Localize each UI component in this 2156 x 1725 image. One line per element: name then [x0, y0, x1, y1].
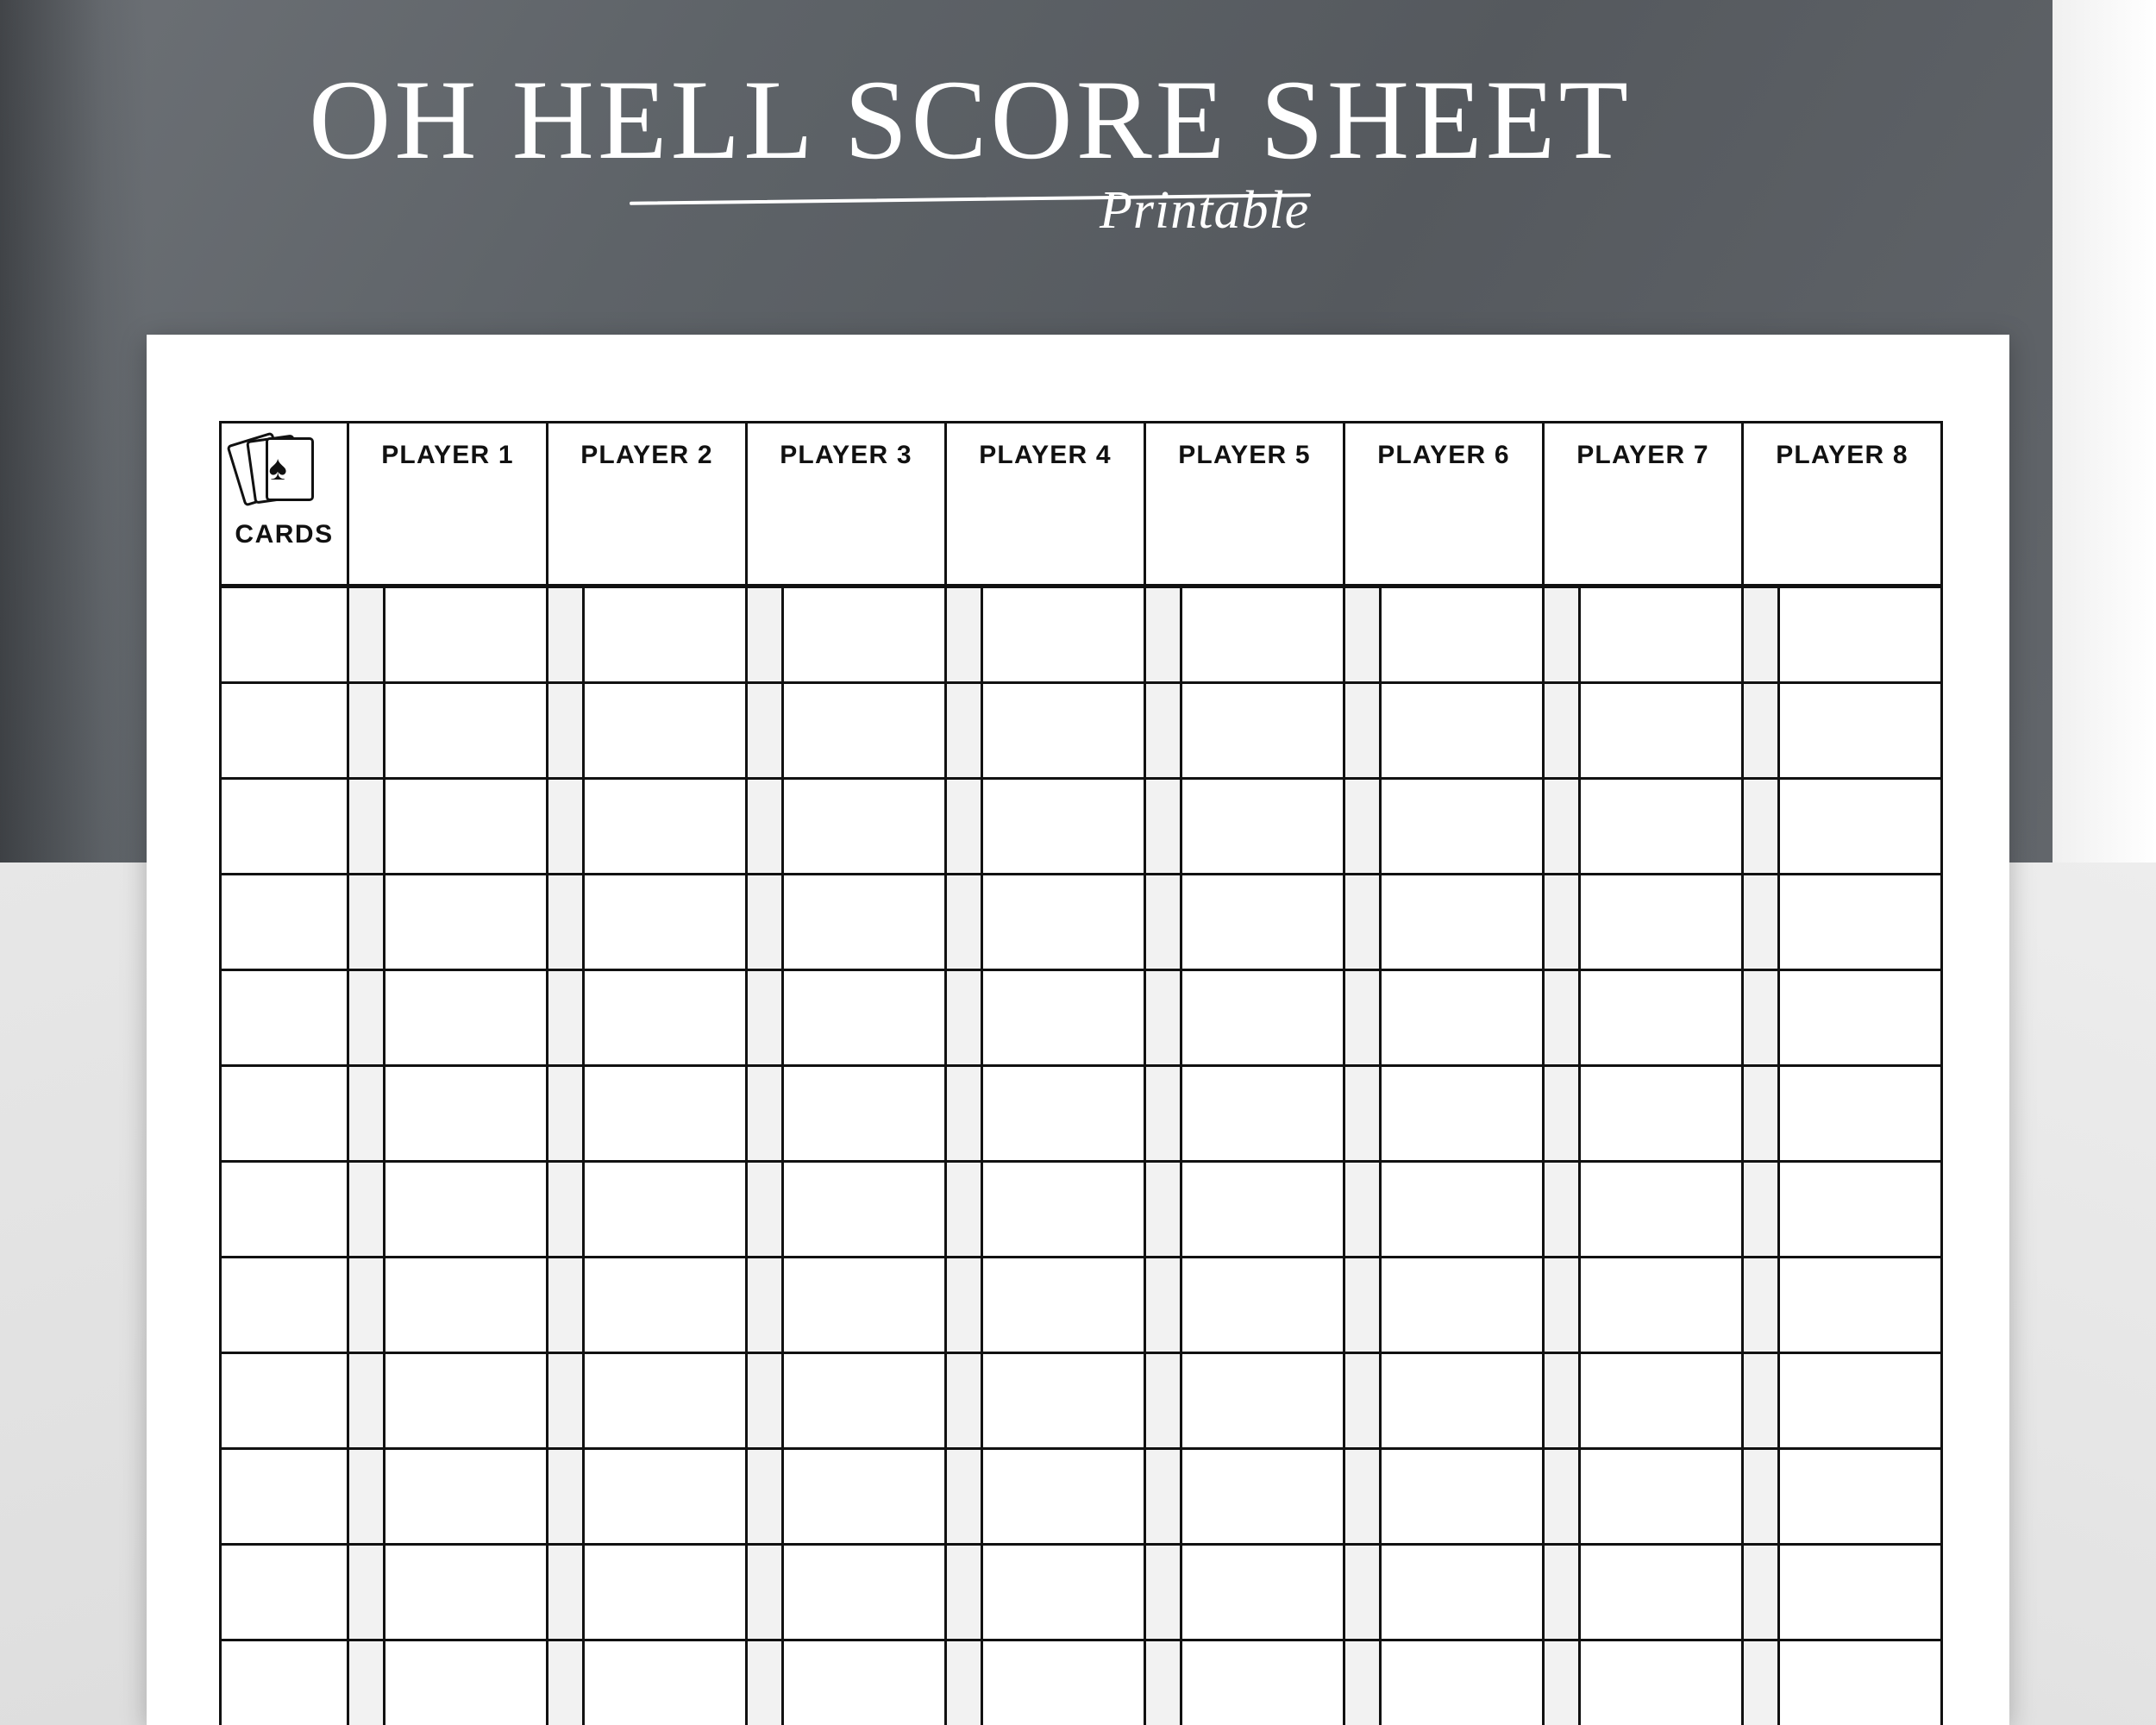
score-cell-p3[interactable]: [783, 1258, 946, 1353]
table-row: [221, 875, 1942, 970]
score-cell-p8[interactable]: [1779, 586, 1942, 683]
bid-cell-p8[interactable]: [1743, 1545, 1779, 1640]
score-cell-p3[interactable]: [783, 586, 946, 683]
bid-cell-p5[interactable]: [1145, 586, 1181, 683]
score-cell-p4[interactable]: [982, 970, 1145, 1066]
player-header-cell-1: [348, 423, 548, 586]
score-cell-p4[interactable]: [982, 1258, 1145, 1353]
bid-cell-p1[interactable]: [348, 683, 385, 779]
bid-cell-p6[interactable]: [1344, 1449, 1381, 1545]
player-header-cell-6: [1344, 423, 1544, 586]
bid-cell-p8[interactable]: [1743, 586, 1779, 683]
player-header-label: PLAYER 1: [381, 441, 514, 469]
score-cell-p1[interactable]: [385, 875, 548, 970]
score-cell-p5[interactable]: [1181, 1066, 1344, 1162]
score-cell-p5[interactable]: [1181, 875, 1344, 970]
bid-cell-p7[interactable]: [1544, 1066, 1580, 1162]
bid-cell-p5[interactable]: [1145, 1353, 1181, 1449]
bid-cell-p8[interactable]: [1743, 683, 1779, 779]
score-cell-p5[interactable]: [1181, 779, 1344, 875]
bid-cell-p5[interactable]: [1145, 1258, 1181, 1353]
bid-cell-p7[interactable]: [1544, 683, 1580, 779]
cards-cell[interactable]: [221, 1258, 348, 1353]
bid-cell-p6[interactable]: [1344, 970, 1381, 1066]
bid-cell-p3[interactable]: [747, 1353, 783, 1449]
cards-cell[interactable]: [221, 586, 348, 683]
score-cell-p8[interactable]: [1779, 1066, 1942, 1162]
title-underline-wrap: [0, 180, 1940, 240]
score-cell-p6[interactable]: [1381, 1258, 1544, 1353]
bid-cell-p4[interactable]: [946, 779, 982, 875]
bid-cell-p4[interactable]: [946, 1162, 982, 1258]
bid-cell-p4[interactable]: [946, 1353, 982, 1449]
bid-cell-p6[interactable]: [1344, 1640, 1381, 1725]
playing-cards-icon: [222, 437, 347, 505]
score-cell-p1[interactable]: [385, 1066, 548, 1162]
bid-cell-p2[interactable]: [548, 1162, 584, 1258]
player-header-cell-5: [1145, 423, 1344, 586]
score-cell-p2[interactable]: [584, 970, 747, 1066]
score-cell-p1[interactable]: [385, 1162, 548, 1258]
score-cell-p7[interactable]: [1580, 1258, 1743, 1353]
score-cell-p2[interactable]: [584, 875, 747, 970]
table-row: [221, 1066, 1942, 1162]
score-cell-p8[interactable]: [1779, 683, 1942, 779]
score-cell-p5[interactable]: [1181, 1353, 1344, 1449]
table-row: [221, 1162, 1942, 1258]
bid-cell-p6[interactable]: [1344, 586, 1381, 683]
bid-cell-p6[interactable]: [1344, 875, 1381, 970]
cards-cell[interactable]: [221, 683, 348, 779]
score-cell-p5[interactable]: [1181, 1258, 1344, 1353]
player-header-label: PLAYER 7: [1576, 441, 1709, 469]
bid-cell-p3[interactable]: [747, 1162, 783, 1258]
poster-title: OH HELL SCORE SHEET: [308, 56, 1633, 183]
score-cell-p3[interactable]: [783, 1066, 946, 1162]
score-cell-p1[interactable]: [385, 779, 548, 875]
score-sheet-page: [147, 335, 2009, 1725]
bid-cell-p4[interactable]: [946, 1258, 982, 1353]
player-header-label: PLAYER 5: [1178, 441, 1311, 469]
cards-cell[interactable]: [221, 970, 348, 1066]
score-cell-p2[interactable]: [584, 779, 747, 875]
bid-cell-p5[interactable]: [1145, 683, 1181, 779]
score-cell-p8[interactable]: [1779, 970, 1942, 1066]
bid-cell-p7[interactable]: [1544, 779, 1580, 875]
bid-cell-p6[interactable]: [1344, 683, 1381, 779]
bid-cell-p2[interactable]: [548, 875, 584, 970]
score-cell-p3[interactable]: [783, 970, 946, 1066]
bid-cell-p7[interactable]: [1544, 1353, 1580, 1449]
bid-cell-p7[interactable]: [1544, 1449, 1580, 1545]
cards-cell[interactable]: [221, 875, 348, 970]
score-cell-p2[interactable]: [584, 1449, 747, 1545]
score-cell-p8[interactable]: [1779, 1640, 1942, 1725]
bid-cell-p7[interactable]: [1544, 1640, 1580, 1725]
bid-cell-p6[interactable]: [1344, 779, 1381, 875]
score-cell-p3[interactable]: [783, 1162, 946, 1258]
score-cell-p1[interactable]: [385, 1449, 548, 1545]
bid-cell-p4[interactable]: [946, 1640, 982, 1725]
table-row: [221, 1449, 1942, 1545]
bid-cell-p1[interactable]: [348, 779, 385, 875]
score-cell-p7[interactable]: [1580, 970, 1743, 1066]
score-cell-p6[interactable]: [1381, 970, 1544, 1066]
score-cell-p7[interactable]: [1580, 1162, 1743, 1258]
score-cell-p8[interactable]: [1779, 1353, 1942, 1449]
cards-cell[interactable]: [221, 1353, 348, 1449]
bid-cell-p8[interactable]: [1743, 1066, 1779, 1162]
score-cell-p2[interactable]: [584, 1258, 747, 1353]
poster-subtitle: Printable: [1100, 180, 1310, 240]
bid-cell-p5[interactable]: [1145, 1640, 1181, 1725]
table-row: [221, 1258, 1942, 1353]
score-cell-p8[interactable]: [1779, 1162, 1942, 1258]
score-cell-p5[interactable]: [1181, 586, 1344, 683]
cards-cell[interactable]: [221, 1066, 348, 1162]
cards-cell[interactable]: [221, 1640, 348, 1725]
bid-cell-p8[interactable]: [1743, 875, 1779, 970]
bid-cell-p3[interactable]: [747, 1258, 783, 1353]
score-cell-p7[interactable]: [1580, 779, 1743, 875]
score-cell-p3[interactable]: [783, 779, 946, 875]
score-cell-p4[interactable]: [982, 1640, 1145, 1725]
bid-cell-p5[interactable]: [1145, 779, 1181, 875]
bid-cell-p1[interactable]: [348, 1640, 385, 1725]
bid-cell-p5[interactable]: [1145, 970, 1181, 1066]
score-cell-p6[interactable]: [1381, 586, 1544, 683]
score-cell-p3[interactable]: [783, 1449, 946, 1545]
score-cell-p6[interactable]: [1381, 1545, 1544, 1640]
score-cell-p8[interactable]: [1779, 779, 1942, 875]
score-cell-p6[interactable]: [1381, 1353, 1544, 1449]
bid-cell-p5[interactable]: [1145, 1545, 1181, 1640]
bid-cell-p7[interactable]: [1544, 1162, 1580, 1258]
bid-cell-p3[interactable]: [747, 970, 783, 1066]
bid-cell-p2[interactable]: [548, 970, 584, 1066]
score-cell-p1[interactable]: [385, 970, 548, 1066]
bid-cell-p8[interactable]: [1743, 970, 1779, 1066]
score-cell-p4[interactable]: [982, 586, 1145, 683]
score-cell-p2[interactable]: [584, 1066, 747, 1162]
bid-cell-p4[interactable]: [946, 1066, 982, 1162]
bid-cell-p7[interactable]: [1544, 1545, 1580, 1640]
bid-cell-p1[interactable]: [348, 1162, 385, 1258]
score-cell-p4[interactable]: [982, 779, 1145, 875]
score-cell-p5[interactable]: [1181, 1449, 1344, 1545]
cards-cell[interactable]: [221, 1545, 348, 1640]
bid-cell-p3[interactable]: [747, 779, 783, 875]
score-cell-p6[interactable]: [1381, 1449, 1544, 1545]
table-row: [221, 1545, 1942, 1640]
score-cell-p6[interactable]: [1381, 1066, 1544, 1162]
bid-cell-p5[interactable]: [1145, 875, 1181, 970]
bid-cell-p2[interactable]: [548, 1353, 584, 1449]
bid-cell-p4[interactable]: [946, 875, 982, 970]
bid-cell-p3[interactable]: [747, 1066, 783, 1162]
bid-cell-p1[interactable]: [348, 970, 385, 1066]
score-cell-p7[interactable]: [1580, 1640, 1743, 1725]
bid-cell-p2[interactable]: [548, 1640, 584, 1725]
player-header-cell-2: [548, 423, 747, 586]
score-cell-p6[interactable]: [1381, 683, 1544, 779]
score-cell-p6[interactable]: [1381, 1640, 1544, 1725]
cards-cell[interactable]: [221, 1449, 348, 1545]
table-row: [221, 683, 1942, 779]
score-cell-p7[interactable]: [1580, 1353, 1743, 1449]
score-cell-p3[interactable]: [783, 1640, 946, 1725]
player-header-cell-4: [946, 423, 1145, 586]
bid-cell-p6[interactable]: [1344, 1258, 1381, 1353]
bid-cell-p2[interactable]: [548, 1066, 584, 1162]
score-table-wrap: [219, 421, 1940, 1725]
table-header-row: [221, 423, 1942, 586]
bid-cell-p3[interactable]: [747, 683, 783, 779]
score-cell-p7[interactable]: [1580, 875, 1743, 970]
table-row: [221, 779, 1942, 875]
bid-cell-p8[interactable]: [1743, 779, 1779, 875]
bid-cell-p1[interactable]: [348, 1066, 385, 1162]
player-header-label: PLAYER 3: [780, 441, 912, 469]
score-cell-p8[interactable]: [1779, 1545, 1942, 1640]
bid-cell-p8[interactable]: [1743, 1353, 1779, 1449]
score-cell-p3[interactable]: [783, 875, 946, 970]
cards-header-cell: [221, 423, 348, 586]
score-cell-p6[interactable]: [1381, 779, 1544, 875]
player-header-label: PLAYER 8: [1776, 441, 1908, 469]
bid-cell-p6[interactable]: [1344, 1066, 1381, 1162]
score-cell-p4[interactable]: [982, 1162, 1145, 1258]
score-cell-p4[interactable]: [982, 875, 1145, 970]
player-header-label: PLAYER 4: [979, 441, 1112, 469]
score-cell-p3[interactable]: [783, 683, 946, 779]
score-cell-p4[interactable]: [982, 1449, 1145, 1545]
score-cell-p4[interactable]: [982, 1353, 1145, 1449]
score-cell-p7[interactable]: [1580, 1545, 1743, 1640]
bid-cell-p2[interactable]: [548, 586, 584, 683]
score-cell-p1[interactable]: [385, 1353, 548, 1449]
background-bottom-left: [0, 862, 147, 1725]
score-cell-p7[interactable]: [1580, 1066, 1743, 1162]
bid-cell-p8[interactable]: [1743, 1162, 1779, 1258]
score-cell-p8[interactable]: [1779, 1258, 1942, 1353]
bid-cell-p7[interactable]: [1544, 970, 1580, 1066]
table-row: [221, 1640, 1942, 1725]
player-header-label: PLAYER 6: [1377, 441, 1510, 469]
score-cell-p8[interactable]: [1779, 1449, 1942, 1545]
score-cell-p1[interactable]: [385, 683, 548, 779]
bid-cell-p8[interactable]: [1743, 1449, 1779, 1545]
bid-cell-p2[interactable]: [548, 1545, 584, 1640]
score-cell-p5[interactable]: [1181, 1545, 1344, 1640]
bid-cell-p3[interactable]: [747, 1449, 783, 1545]
score-cell-p4[interactable]: [982, 1545, 1145, 1640]
bid-cell-p1[interactable]: [348, 1449, 385, 1545]
cards-header-label: CARDS: [235, 520, 334, 549]
score-cell-p5[interactable]: [1181, 683, 1344, 779]
table-row: [221, 586, 1942, 683]
player-header-cell-8: [1743, 423, 1942, 586]
bid-cell-p8[interactable]: [1743, 1258, 1779, 1353]
bid-cell-p1[interactable]: [348, 1258, 385, 1353]
score-table: [219, 421, 1943, 1725]
bid-cell-p1[interactable]: [348, 1353, 385, 1449]
score-cell-p7[interactable]: [1580, 1449, 1743, 1545]
score-cell-p4[interactable]: [982, 1066, 1145, 1162]
bid-cell-p5[interactable]: [1145, 1449, 1181, 1545]
score-cell-p2[interactable]: [584, 683, 747, 779]
bid-cell-p7[interactable]: [1544, 875, 1580, 970]
table-row: [221, 1353, 1942, 1449]
background-right-panel: [2009, 862, 2156, 1725]
score-cell-p8[interactable]: [1779, 875, 1942, 970]
score-cell-p5[interactable]: [1181, 1640, 1344, 1725]
score-cell-p4[interactable]: [982, 683, 1145, 779]
score-cell-p5[interactable]: [1181, 1162, 1344, 1258]
score-cell-p1[interactable]: [385, 586, 548, 683]
score-cell-p1[interactable]: [385, 1640, 548, 1725]
score-cell-p3[interactable]: [783, 1353, 946, 1449]
score-cell-p1[interactable]: [385, 1545, 548, 1640]
score-cell-p5[interactable]: [1181, 970, 1344, 1066]
bid-cell-p1[interactable]: [348, 875, 385, 970]
score-cell-p6[interactable]: [1381, 875, 1544, 970]
bid-cell-p6[interactable]: [1344, 1353, 1381, 1449]
bid-cell-p4[interactable]: [946, 1449, 982, 1545]
bid-cell-p7[interactable]: [1544, 1258, 1580, 1353]
score-cell-p6[interactable]: [1381, 1162, 1544, 1258]
bid-cell-p5[interactable]: [1145, 1162, 1181, 1258]
bid-cell-p3[interactable]: [747, 1545, 783, 1640]
bid-cell-p6[interactable]: [1344, 1162, 1381, 1258]
bid-cell-p2[interactable]: [548, 1449, 584, 1545]
bid-cell-p1[interactable]: [348, 586, 385, 683]
bid-cell-p6[interactable]: [1344, 1545, 1381, 1640]
background-right-edge: [2053, 0, 2156, 862]
score-cell-p2[interactable]: [584, 586, 747, 683]
bid-cell-p3[interactable]: [747, 1640, 783, 1725]
bid-cell-p3[interactable]: [747, 875, 783, 970]
bid-cell-p1[interactable]: [348, 1545, 385, 1640]
bid-cell-p7[interactable]: [1544, 586, 1580, 683]
bid-cell-p8[interactable]: [1743, 1640, 1779, 1725]
bid-cell-p4[interactable]: [946, 970, 982, 1066]
table-row: [221, 970, 1942, 1066]
bid-cell-p2[interactable]: [548, 683, 584, 779]
score-cell-p7[interactable]: [1580, 683, 1743, 779]
bid-cell-p2[interactable]: [548, 1258, 584, 1353]
player-header-label: PLAYER 2: [580, 441, 713, 469]
score-cell-p2[interactable]: [584, 1640, 747, 1725]
cards-cell[interactable]: [221, 779, 348, 875]
cards-cell[interactable]: [221, 1162, 348, 1258]
bid-cell-p2[interactable]: [548, 779, 584, 875]
player-header-cell-7: [1544, 423, 1743, 586]
bid-cell-p4[interactable]: [946, 1545, 982, 1640]
player-header-cell-3: [747, 423, 946, 586]
score-cell-p2[interactable]: [584, 1545, 747, 1640]
score-cell-p7[interactable]: [1580, 586, 1743, 683]
poster-title-block: [0, 56, 1940, 240]
spade-icon: ♠: [268, 449, 287, 487]
score-cell-p2[interactable]: [584, 1353, 747, 1449]
score-cell-p1[interactable]: [385, 1258, 548, 1353]
score-cell-p2[interactable]: [584, 1162, 747, 1258]
bid-cell-p5[interactable]: [1145, 1066, 1181, 1162]
bid-cell-p4[interactable]: [946, 683, 982, 779]
bid-cell-p4[interactable]: [946, 586, 982, 683]
bid-cell-p3[interactable]: [747, 586, 783, 683]
score-cell-p3[interactable]: [783, 1545, 946, 1640]
